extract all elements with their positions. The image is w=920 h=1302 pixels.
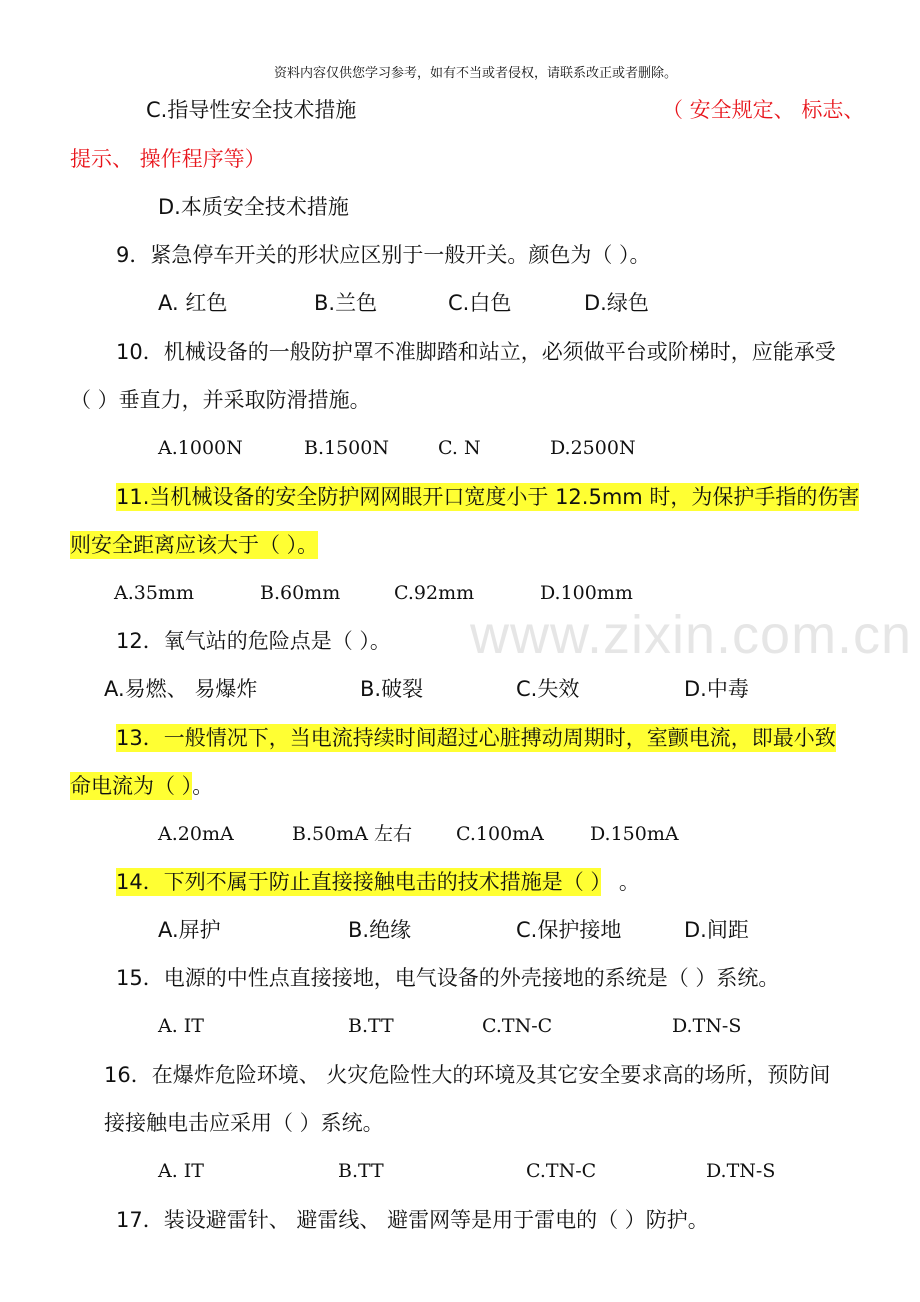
question-10-options — [0, 435, 920, 461]
question-16-stem-line1: 16．在爆炸危险环境、 火灾危险性大的环境及其它安全要求高的场所，预防间 — [104, 1063, 831, 1087]
q11-option-c: C.92mm — [394, 582, 475, 604]
q15-option-b: B.TT — [348, 1015, 394, 1037]
q13-option-b: B.50mA 左右 — [292, 823, 412, 845]
q16-option-c: C.TN-C — [526, 1160, 597, 1182]
q10-option-a: A.1000N — [158, 437, 243, 459]
q13-option-a: A.20mA — [158, 823, 234, 845]
question-11-stem-line1 — [116, 484, 859, 510]
q15-option-c: C.TN-C — [482, 1015, 553, 1037]
question-12-options — [0, 676, 920, 702]
q13-highlight-1: 13．一般情况下，当电流持续时间超过心脏搏动周期时，室颤电流，即最小致 — [116, 726, 836, 750]
question-17-stem: 17．装设避雷针、 避雷线、 避雷网等是用于雷电的（ ）防护。 — [116, 1208, 709, 1232]
question-10-stem-line1: 10．机械设备的一般防护罩不准脚踏和站立，必须做平台或阶梯时，应能承受 — [116, 340, 836, 364]
q9-option-a: A. 红色 — [158, 291, 228, 315]
question-11-options — [0, 580, 920, 606]
option-c-prev-question: C.指导性安全技术措施 — [146, 98, 357, 122]
question-9-options — [0, 290, 920, 316]
question-11-stem-line2 — [70, 532, 318, 558]
question-10-stem-line2: （ ）垂直力，并采取防滑措施。 — [70, 388, 371, 412]
q15-option-d: D.TN-S — [672, 1015, 742, 1037]
q14-stem-tail: 。 — [618, 870, 640, 894]
watermark: www.zixin.com.cn — [470, 605, 913, 665]
q13-option-c: C.100mA — [456, 823, 544, 845]
q16-option-d: D.TN-S — [706, 1160, 776, 1182]
q11-option-d: D.100mm — [540, 582, 633, 604]
option-d-prev-question: D.本质安全技术措施 — [158, 195, 349, 219]
question-13-stem-line1 — [116, 725, 836, 751]
answer-note-line2: 提示、 操作程序等） — [70, 147, 266, 171]
q11-highlight-1: 11.当机械设备的安全防护网网眼开口宽度小于 12.5mm 时，为保护手指的伤害 — [116, 485, 860, 509]
q9-option-c: C.白色 — [448, 291, 512, 315]
q12-option-c: C.失效 — [516, 677, 580, 701]
question-13-stem-line2 — [70, 773, 213, 799]
question-9-stem: 9．紧急停车开关的形状应区别于一般开关。颜色为（ ）。 — [116, 243, 651, 267]
q14-highlight: 14．下列不属于防止直接接触电击的技术措施是（ ） — [116, 870, 601, 894]
q11-option-a: A.35mm — [114, 582, 194, 604]
q14-option-b: B.绝缘 — [348, 918, 412, 942]
q16-option-b: B.TT — [338, 1160, 384, 1182]
question-14-options — [0, 917, 920, 943]
q14-option-a: A.屏护 — [158, 918, 221, 942]
page-header-notice: 资料内容仅供您学习参考，如有不当或者侵权，请联系改正或者删除。 — [274, 66, 678, 81]
question-16-stem-line2: 接接触电击应采用（ ）系统。 — [104, 1111, 384, 1135]
q12-option-b: B.破裂 — [360, 677, 424, 701]
q15-option-a: A. IT — [158, 1015, 204, 1037]
question-14-stem — [116, 869, 640, 895]
q14-option-c: C.保护接地 — [516, 918, 622, 942]
q12-option-d: D.中毒 — [684, 677, 749, 701]
q13-option-d: D.150mA — [590, 823, 679, 845]
q10-option-c: C. N — [438, 437, 481, 459]
q16-option-a: A. IT — [158, 1160, 204, 1182]
question-15-options — [0, 1013, 920, 1039]
q13-stem-tail: 。 — [192, 774, 214, 798]
q11-highlight-2: 则安全距离应该大于（ ）。 — [70, 533, 319, 557]
q13-highlight-2: 命电流为（ ） — [70, 774, 193, 798]
q9-option-b: B.兰色 — [314, 291, 378, 315]
question-12-stem: 12．氧气站的危险点是（ ）。 — [116, 629, 391, 653]
question-16-options — [0, 1158, 920, 1184]
question-13-options — [0, 821, 920, 847]
q12-option-a: A.易燃、 易爆炸 — [104, 677, 258, 701]
q10-option-d: D.2500N — [550, 437, 636, 459]
q14-option-d: D.间距 — [684, 918, 749, 942]
q11-option-b: B.60mm — [260, 582, 341, 604]
answer-note-line1: （ 安全规定、 标志、 — [662, 98, 865, 122]
q10-option-b: B.1500N — [304, 437, 389, 459]
question-15-stem: 15．电源的中性点直接接地，电气设备的外壳接地的系统是（ ）系统。 — [116, 966, 780, 990]
q9-option-d: D.绿色 — [584, 291, 649, 315]
